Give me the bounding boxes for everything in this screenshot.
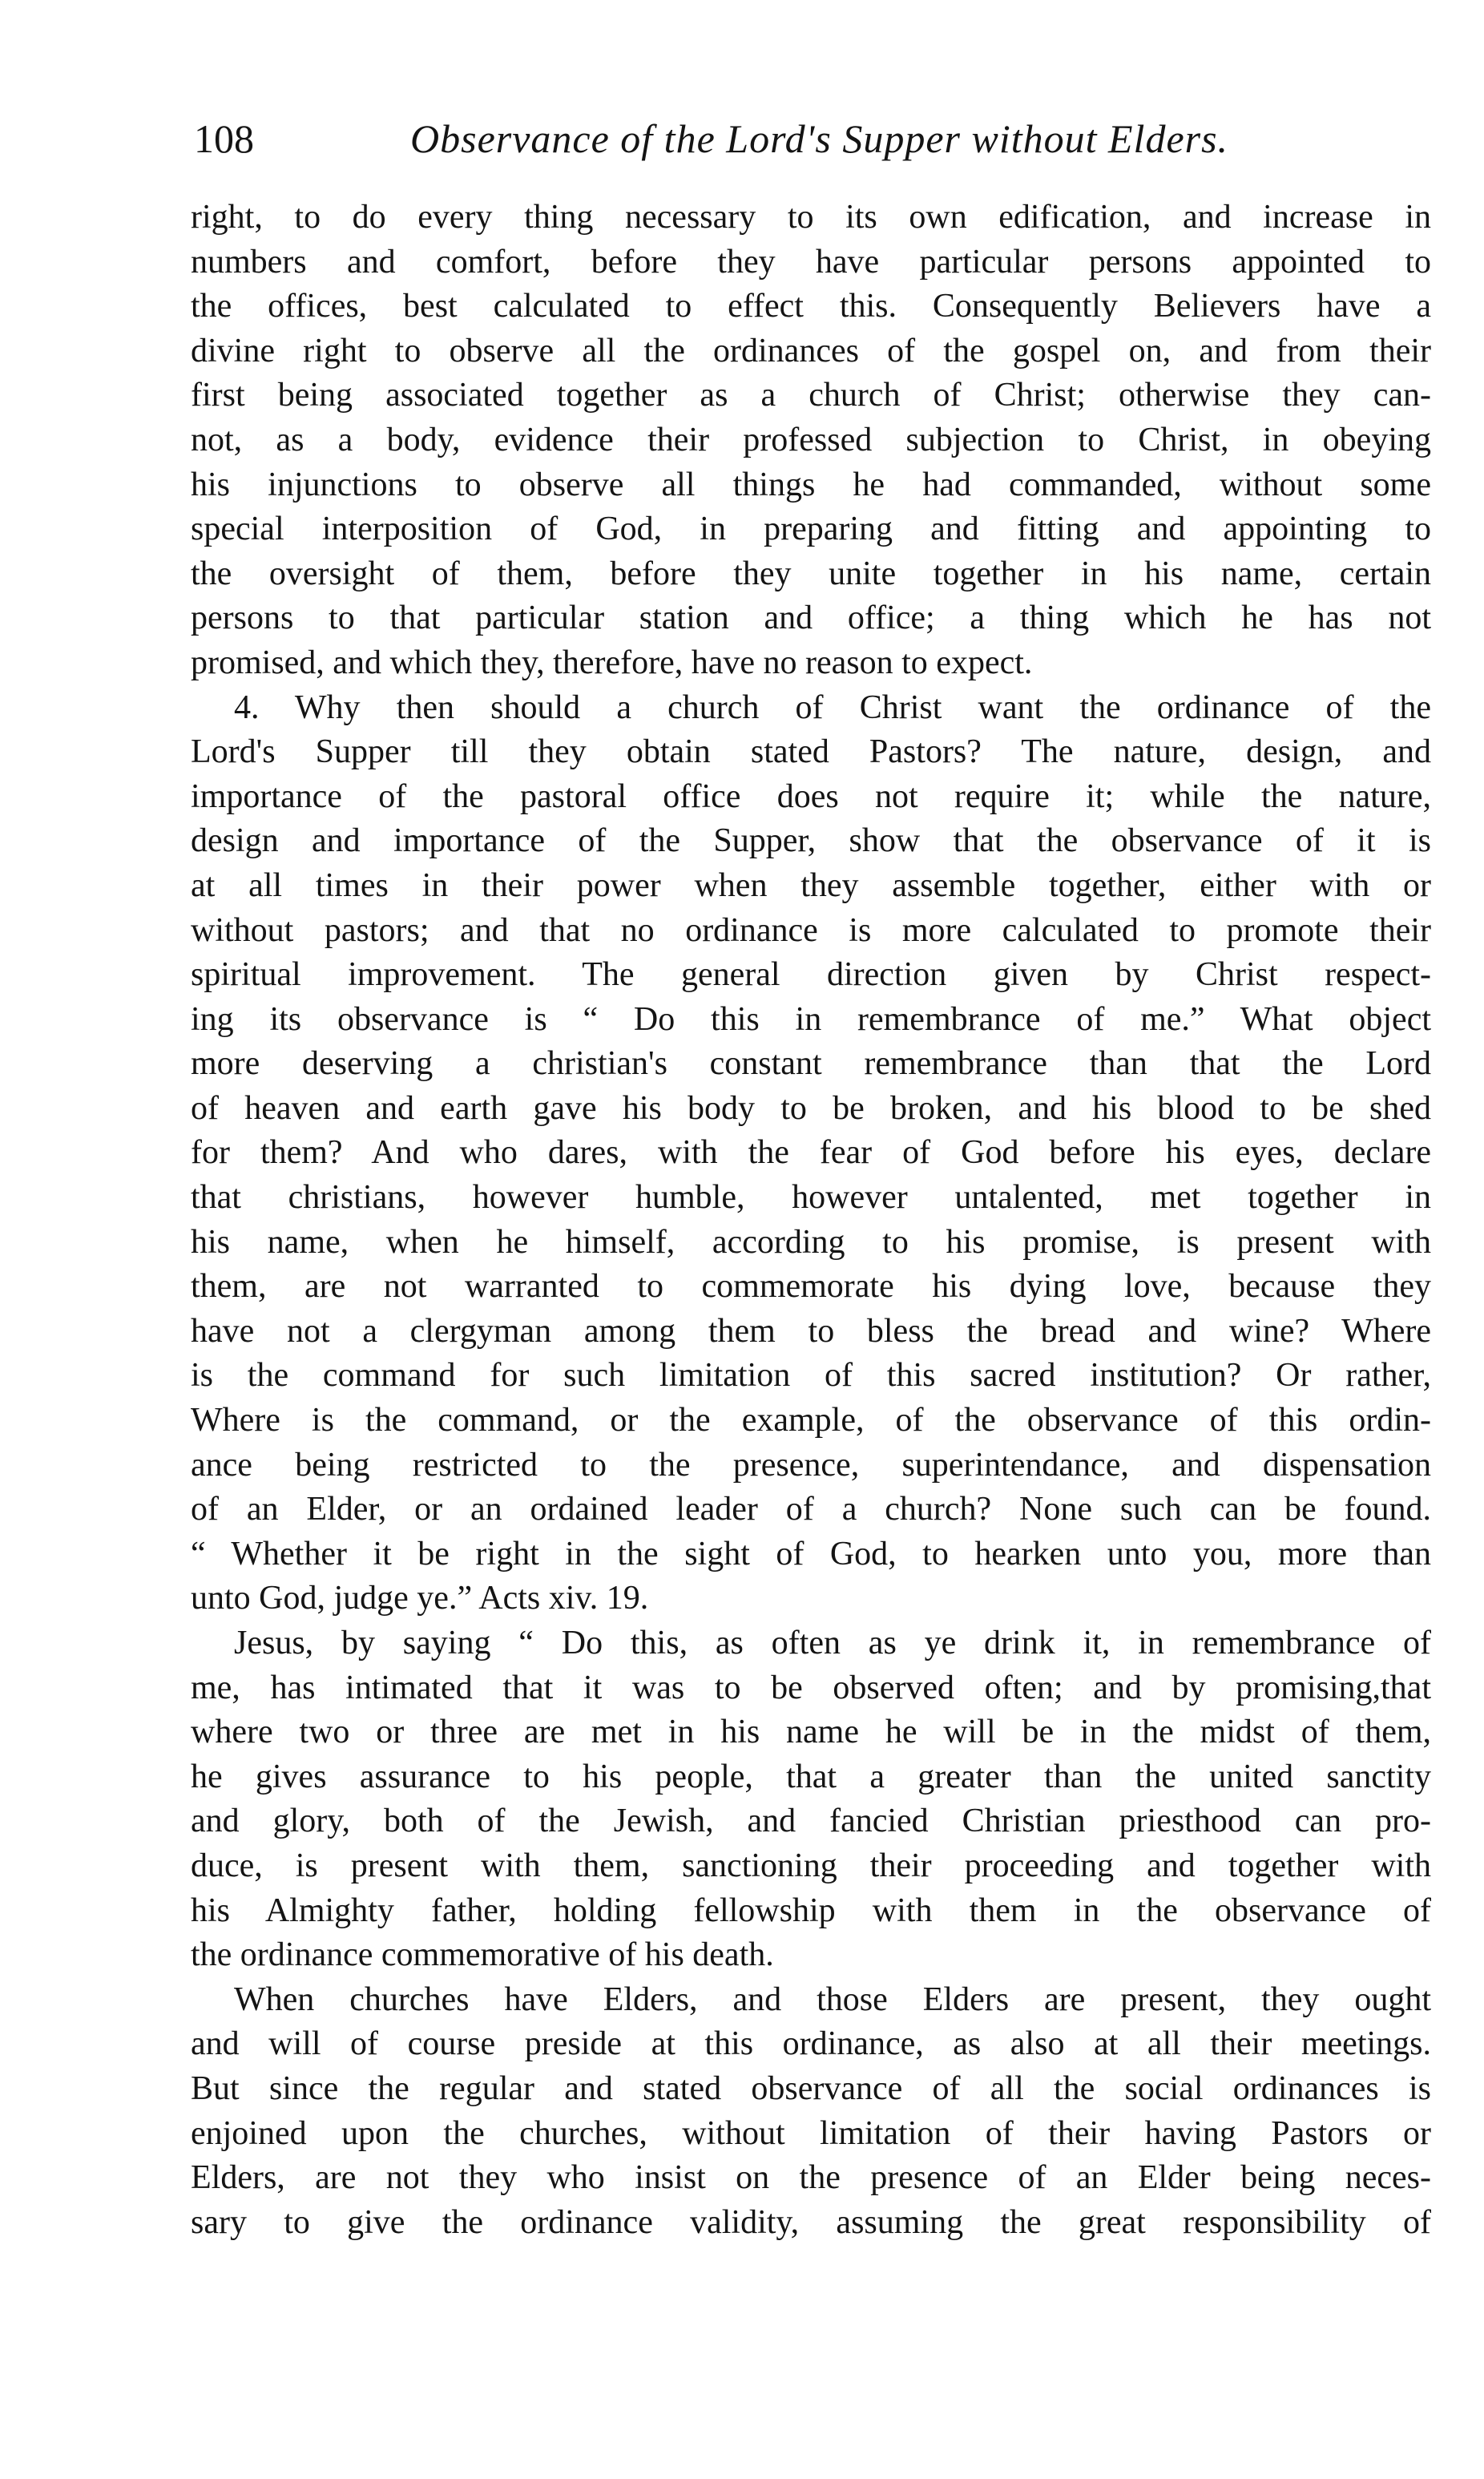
text-line: at all times in their power when they assemble together, either with or [191,866,1431,904]
text-line: that christians, however humble, however untalented, met together in [191,1179,1431,1217]
text-line: special interposition of God, in preparing and fitting and appointing to [191,511,1431,548]
text-line: unto God, judge ye.” Acts xiv. 19. [191,1580,649,1617]
text-line: importance of the pastoral office does not require it; while the nature, [191,777,1431,815]
text-line: not, as a body, evidence their professed subjection to Christ, in obeying [191,421,1431,458]
text-line: the oversight of them, before they unite together in his name, certain [191,555,1431,592]
text-line: first being associated together as a church of Christ; otherwise they can- [191,377,1431,414]
text-line: divine right to observe all the ordinances of the gospel on, and from their [191,332,1431,369]
text-line: of an Elder, or an ordained leader of a church? None such can be found. [191,1491,1431,1528]
paragraph-start-line: 4. Why then should a church of Christ want the ordinance of the [234,688,1431,726]
text-line: the offices, best calculated to effect this. Consequently Believers have a [191,288,1431,325]
text-line: Lord's Supper till they obtain stated Pastors? The nature, design, and [191,733,1431,771]
text-line: me, has intimated that it was to be observed often; and by promising,that [191,1669,1431,1706]
text-line: his name, when he himself, according to his promise, is present with [191,1223,1431,1261]
text-line: sary to give the ordinance validity, assuming the great responsibility of [191,2203,1431,2241]
body-text [191,196,1431,2245]
text-line: his injunctions to observe all things he had commanded, without some [191,466,1431,503]
text-line: duce, is present with them, sanctioning their proceeding and together with [191,1847,1431,1884]
text-line: Elders, are not they who insist on the presence of an Elder being neces- [191,2159,1431,2197]
text-line: and will of course preside at this ordinance, as also at all their meetings. [191,2025,1431,2063]
text-line: right, to do every thing necessary to its own edification, and increase in [191,199,1431,236]
text-line: But since the regular and stated observance of all the social ordinances is [191,2069,1431,2107]
text-line: Where is the command, or the example, of the observance of this ordin- [191,1402,1431,1439]
text-line: enjoined upon the churches, without limitation of their having Pastors or [191,2114,1431,2152]
text-line: he gives assurance to his people, that a greater than the united sanctity [191,1758,1431,1795]
text-line: ance being restricted to the presence, superintendance, and dispensation [191,1446,1431,1484]
page-number: 108 [194,116,254,161]
text-line: is the command for such limitation of this sacred institution? Or rather, [191,1357,1431,1395]
paragraph-start-line: Jesus, by saying “ Do this, as often as ye drink it, in remembrance of [234,1625,1431,1661]
text-line: promised, and which they, therefore, have no reason to expect. [191,644,1033,681]
text-line: more deserving a christian's constant remembrance than that the Lord [191,1045,1431,1083]
text-line: for them? And who dares, with the fear of God before his eyes, declare [191,1134,1431,1172]
text-line: “ Whether it be right in the sight of God, to hearken unto you, more than [191,1535,1431,1573]
text-line: without pastors; and that no ordinance is more calculated to promote their [191,911,1431,949]
text-line: them, are not warranted to commemorate his dying love, because they [191,1268,1431,1306]
text-line: of heaven and earth gave his body to be broken, and his blood to be shed [191,1089,1431,1127]
page-header [194,111,1428,167]
text-line: and glory, both of the Jewish, and fancied Christian priesthood can pro- [191,1803,1431,1840]
text-line: design and importance of the Supper, show that the observance of it is [191,822,1431,860]
text-line: ing its observance is “ Do this in remembrance of me.” What object [191,1000,1431,1038]
running-title: Observance of the Lord's Supper without Elders. [410,116,1229,161]
text-line: numbers and comfort, before they have particular persons appointed to [191,243,1431,281]
text-line: persons to that particular station and office; a thing which he has not [191,600,1431,637]
text-line: the ordinance commemorative of his death. [191,1936,774,1974]
text-line: have not a clergyman among them to bless the bread and wine? Where [191,1312,1431,1350]
text-line: spiritual improvement. The general direction given by Christ respect- [191,956,1431,994]
paragraph-start-line: When churches have Elders, and those Elders are present, they ought [234,1980,1431,2018]
text-line: his Almighty father, holding fellowship with them in the observance of [191,1892,1431,1929]
text-line: where two or three are met in his name he will be in the midst of them, [191,1714,1431,1751]
